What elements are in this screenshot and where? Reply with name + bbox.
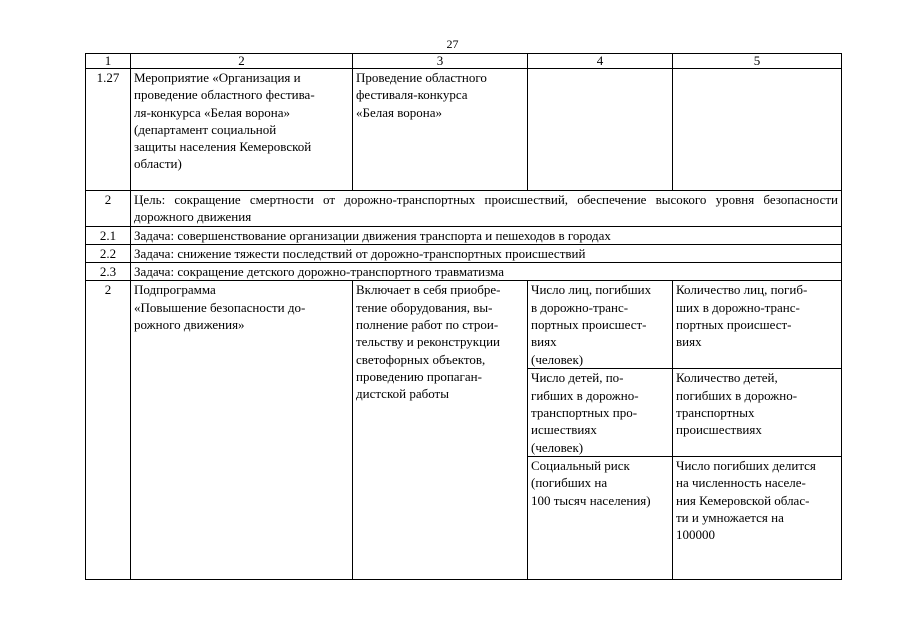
header-col-5: 5 bbox=[673, 54, 842, 69]
task-number: 2.3 bbox=[86, 263, 131, 281]
event-name: Мероприятие «Организация и проведение областного фестива- ля-конкурса «Белая ворона» (департамент социальной защиты населения Кемеровской области) bbox=[131, 69, 353, 191]
table-row-task bbox=[86, 226, 842, 244]
task-number: 2.2 bbox=[86, 244, 131, 262]
task-number: 2.1 bbox=[86, 226, 131, 244]
indicator-name: Число детей, по- гибших в дорожно- транспортных про- исшествиях (человек) bbox=[528, 369, 673, 456]
goal-text: Цель: сокращение смертности от дорожно-транспортных происшествий, обеспечение высокого уровня безопасности дорожного движения bbox=[131, 191, 842, 227]
indicator-method: Количество детей, погибших в дорожно- транспортных происшествиях bbox=[673, 369, 842, 456]
row-number: 1.27 bbox=[86, 69, 131, 191]
event-content: Проведение областного фестиваля-конкурса «Белая ворона» bbox=[353, 69, 528, 191]
table-row-task bbox=[86, 244, 842, 262]
header-col-2: 2 bbox=[131, 54, 353, 69]
header-col-1: 1 bbox=[86, 54, 131, 69]
event-method bbox=[673, 69, 842, 191]
table-row-subprogram bbox=[86, 281, 842, 369]
table-row-goal bbox=[86, 191, 842, 227]
task-text: Задача: сокращение детского дорожно-транспортного травматизма bbox=[131, 263, 842, 281]
subprogram-number: 2 bbox=[86, 281, 131, 579]
task-text: Задача: совершенствование организации движения транспорта и пешеходов в городах bbox=[131, 226, 842, 244]
page-number: 27 bbox=[446, 37, 459, 51]
indicators-table bbox=[85, 53, 842, 580]
goal-number: 2 bbox=[86, 191, 131, 227]
indicator-method: Количество лиц, погиб- ших в дорожно-транс- портных происшест- виях bbox=[673, 281, 842, 369]
subprogram-content: Включает в себя приобре- тение оборудования, вы- полнение работ по строи- тельству и реконструкции светофорных объектов, проведению пропаган- дистской работы bbox=[353, 281, 528, 579]
task-text: Задача: снижение тяжести последствий от дорожно-транспортных происшествий bbox=[131, 244, 842, 262]
subprogram-name: Подпрограмма «Повышение безопасности до- рожного движения» bbox=[131, 281, 353, 579]
table-row-task bbox=[86, 263, 842, 281]
header-col-4: 4 bbox=[528, 54, 673, 69]
indicator-name: Социальный риск (погибших на 100 тысяч населения) bbox=[528, 456, 673, 579]
table-row-1-27 bbox=[86, 69, 842, 191]
indicator-name: Число лиц, погибших в дорожно-транс- портных происшест- виях (человек) bbox=[528, 281, 673, 369]
header-col-3: 3 bbox=[353, 54, 528, 69]
indicator-method: Число погибших делится на численность населе- ния Кемеровской облас- ти и умножается на 100000 bbox=[673, 456, 842, 579]
event-indicator bbox=[528, 69, 673, 191]
table-header-row bbox=[86, 54, 842, 69]
